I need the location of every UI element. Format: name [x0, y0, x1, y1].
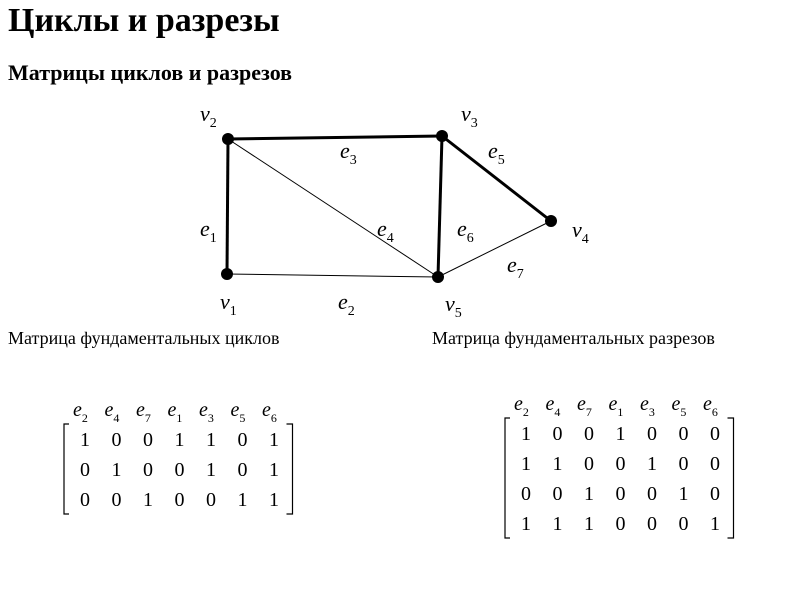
cycle-matrix-cell: 1: [111, 459, 122, 481]
cycle-matrix-column-header: $e_2$: [73, 399, 88, 425]
vertex-label-v3: $v_3$: [461, 101, 478, 131]
cut-matrix-cell: 1: [552, 453, 563, 475]
cycle-matrix-column-header: $e_4$: [104, 399, 120, 425]
vertex-label-v4: $v_4$: [572, 217, 589, 247]
cut-matrix-cell: 0: [710, 483, 720, 505]
cut-matrix-column-header: $e_6$: [703, 393, 718, 419]
cycle-matrix-left-bracket: [64, 424, 69, 514]
cut-matrix-cell: 0: [710, 423, 720, 445]
cut-matrix-cell: 1: [521, 423, 531, 445]
cut-matrix-column-header: $e_5$: [671, 393, 687, 419]
cut-matrix-cell: 1: [584, 513, 594, 535]
cut-matrix-cell: 1: [584, 483, 594, 505]
edge-label-e6: $e_6$: [457, 216, 474, 246]
edge-e2: [227, 274, 438, 277]
cut-matrix: [503, 392, 746, 544]
vertex-label-v1: $v_1$: [220, 289, 237, 319]
cut-matrix-cell: 0: [647, 423, 657, 445]
cut-matrix-cell: 0: [615, 513, 626, 535]
page-subtitle: Матрицы циклов и разрезов: [8, 60, 293, 85]
cycle-matrix-column-header: $e_5$: [230, 399, 246, 425]
cut-matrix-cell: 0: [710, 453, 720, 475]
edge-e7: [438, 221, 551, 277]
edge-label-e7: $e_7$: [507, 252, 524, 282]
vertex-label-v2: $v_2$: [200, 101, 217, 131]
cycle-matrix-caption: Матрица фундаментальных циклов: [8, 328, 280, 348]
cut-matrix-cell: 0: [678, 513, 689, 535]
vertex-v1: [221, 268, 233, 280]
edge-label-e2: $e_2$: [338, 289, 355, 319]
cycle-matrix-cell: 0: [111, 429, 122, 451]
cut-matrix-cell: 0: [678, 423, 689, 445]
cut-matrix-cell: 1: [678, 483, 689, 505]
edge-e1: [227, 139, 228, 274]
cycle-matrix-cell: 0: [174, 459, 185, 481]
vertex-v2: [222, 133, 234, 145]
cut-matrix-cell: 0: [584, 423, 594, 445]
cycle-matrix-cell: 0: [237, 429, 248, 451]
cycle-matrix-cell: 1: [143, 489, 153, 511]
cut-matrix-cell: 1: [710, 513, 720, 535]
cycle-matrix-cell: 0: [80, 459, 90, 481]
cut-matrix-column-header: $e_7$: [577, 393, 592, 419]
cycle-matrix-cell: 1: [237, 489, 248, 511]
cut-matrix-column-header: $e_1$: [608, 393, 624, 419]
edge-e3: [228, 136, 442, 139]
cut-matrix-cell: 0: [678, 453, 689, 475]
cut-matrix-caption: Матрица фундаментальных разрезов: [432, 328, 715, 348]
vertex-v5: [432, 271, 444, 283]
edge-e6: [438, 136, 442, 277]
cut-matrix-cell: 0: [552, 423, 563, 445]
cycle-matrix-cell: 0: [143, 459, 153, 481]
cycle-matrix-cell: 1: [206, 459, 216, 481]
cut-matrix-cell: 1: [521, 513, 531, 535]
edge-label-e5: $e_5$: [488, 138, 505, 168]
cut-matrix-cell: 0: [615, 483, 626, 505]
cycle-matrix-cell: 0: [174, 489, 185, 511]
cycle-matrix-column-header: $e_1$: [167, 399, 183, 425]
cut-matrix-cell: 0: [521, 483, 531, 505]
cut-matrix-left-bracket: [505, 418, 510, 538]
cycle-matrix-column-header: $e_6$: [262, 399, 277, 425]
cycle-matrix-cell: 0: [111, 489, 122, 511]
cut-matrix-column-header: $e_3$: [640, 393, 655, 419]
cycle-matrix-cell: 0: [206, 489, 216, 511]
edge-label-e1: $e_1$: [200, 216, 217, 246]
cut-matrix-cell: 1: [647, 453, 657, 475]
cut-matrix-cell: 0: [584, 453, 594, 475]
cycle-matrix-cell: 1: [206, 429, 216, 451]
cut-matrix-cell: 1: [521, 453, 531, 475]
cut-matrix-right-bracket: [728, 418, 734, 538]
cycle-matrix-cell: 1: [269, 459, 279, 481]
cycle-matrix-column-header: $e_3$: [199, 399, 214, 425]
edge-label-e3: $e_3$: [340, 138, 357, 168]
cut-matrix-cell: 1: [615, 423, 626, 445]
edge-e4: [228, 139, 438, 277]
cycle-matrix-cell: 1: [269, 489, 279, 511]
cycle-matrix-cell: 1: [174, 429, 185, 451]
cut-matrix-column-header: $e_2$: [514, 393, 529, 419]
cycle-matrix-cell: 1: [269, 429, 279, 451]
cycle-matrix-cell: 0: [143, 429, 153, 451]
vertex-v3: [436, 130, 448, 142]
cycle-matrix-cell: 1: [80, 429, 90, 451]
page-title: Циклы и разрезы: [8, 2, 280, 39]
cut-matrix-cell: 0: [647, 513, 657, 535]
edge-label-e4: $e_4$: [377, 216, 394, 246]
vertex-v4: [545, 215, 557, 227]
vertex-label-v5: $v_5$: [445, 291, 462, 321]
cut-matrix-cell: 0: [552, 483, 563, 505]
cycle-matrix-column-header: $e_7$: [136, 399, 151, 425]
cut-matrix-cell: 0: [647, 483, 657, 505]
cycle-matrix-right-bracket: [287, 424, 293, 514]
cut-matrix-cell: 0: [615, 453, 626, 475]
cut-matrix-cell: 1: [552, 513, 563, 535]
cut-matrix-column-header: $e_4$: [545, 393, 561, 419]
cycle-matrix-cell: 0: [237, 459, 248, 481]
cycle-matrix-cell: 0: [80, 489, 90, 511]
cycle-matrix: [62, 398, 305, 520]
